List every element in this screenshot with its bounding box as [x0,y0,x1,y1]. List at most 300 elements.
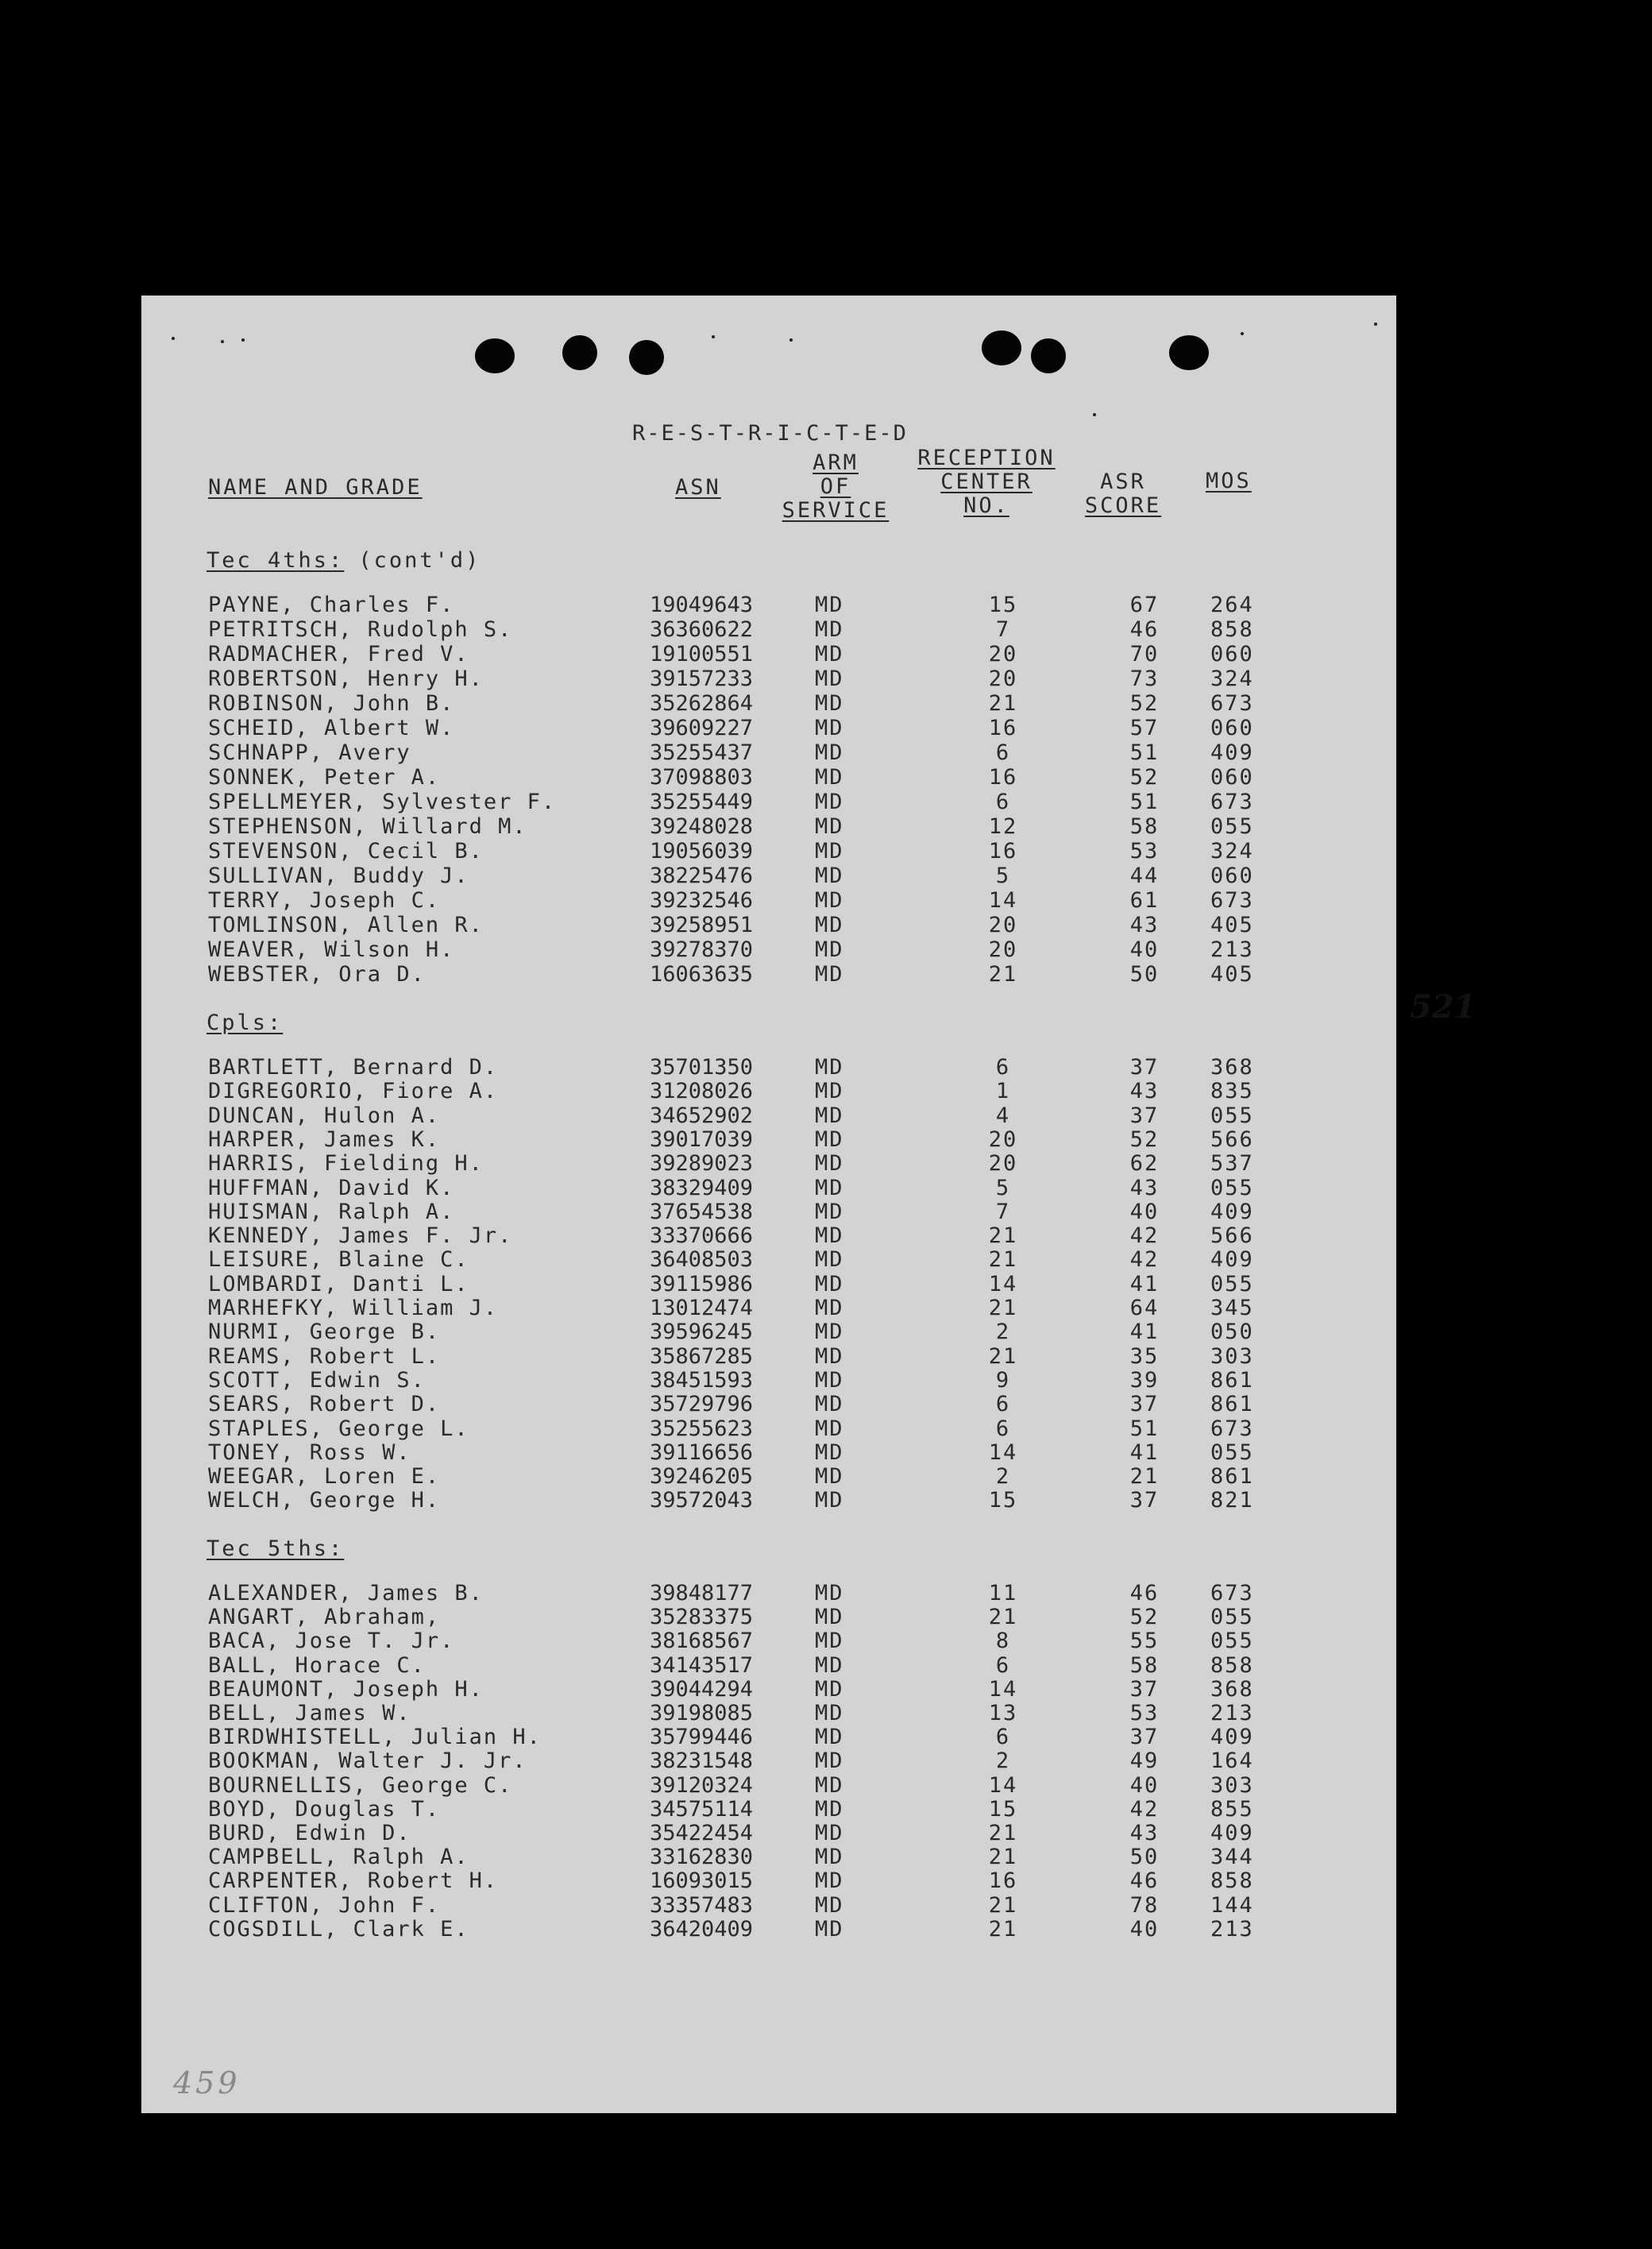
cell-name-and-grade: WEAVER, Wilson H. [208,937,455,962]
table-row [141,1653,1396,1678]
cell-asn: 39157233 [650,667,754,691]
speck [789,338,793,342]
cell-asn: 13012474 [650,1296,754,1320]
cell-asr-score: 62 [1129,1151,1160,1177]
table-row [141,937,1396,962]
cell-reception-center-no: 15 [988,1488,1018,1513]
cell-name-and-grade: SCHEID, Albert W. [208,716,455,740]
cell-reception-center-no: 20 [988,1151,1018,1177]
cell-asn: 39116656 [650,1439,754,1465]
cell-asn: 39198085 [650,1701,754,1725]
cell-asr-score: 52 [1129,1605,1160,1630]
header-center-line: CENTER [940,470,1032,494]
cell-reception-center-no: 15 [988,1796,1018,1822]
cell-asn: 37654538 [650,1199,754,1224]
table-row [141,642,1396,667]
cell-reception-center-no: 21 [988,1821,1018,1845]
cell-mos: 409 [1210,1199,1254,1224]
cell-mos: 060 [1210,642,1254,667]
folio-number: 459 [173,2065,241,2100]
cell-reception-center-no: 20 [988,1126,1018,1152]
table-row [141,1749,1396,1773]
cell-asn: 39289023 [650,1151,754,1177]
header-arm-line: ARM [812,450,859,475]
cell-arm-of-service: MD [815,1223,844,1249]
cell-asn: 31208026 [650,1079,754,1104]
cell-arm-of-service: MD [815,1367,844,1393]
table-row [141,691,1396,716]
cell-reception-center-no: 6 [995,740,1011,765]
cell-asn: 35262864 [650,691,754,716]
cell-reception-center-no: 6 [995,1392,1011,1417]
cell-reception-center-no: 14 [988,1271,1018,1296]
cell-asr-score: 40 [1129,1199,1160,1224]
header-service-line: SERVICE [782,498,890,523]
table-row [141,1079,1396,1103]
header-reception-line: RECEPTION [917,446,1056,470]
cell-asr-score: 58 [1129,1652,1160,1678]
cell-asn: 39848177 [650,1581,754,1606]
cell-mos: 055 [1210,1605,1254,1630]
cell-asn: 38231548 [650,1749,754,1774]
cell-asr-score: 35 [1129,1343,1160,1369]
cell-name-and-grade: BURD, Edwin D. [208,1821,411,1845]
cell-asr-score: 21 [1129,1464,1160,1490]
cell-asr-score: 73 [1129,667,1160,691]
cell-arm-of-service: MD [815,1055,844,1080]
cell-asr-score: 46 [1129,617,1160,642]
handwritten-page-number: 521 [1410,988,1476,1026]
cell-reception-center-no: 21 [988,962,1018,987]
table-row [141,1677,1396,1702]
table-row [141,740,1396,765]
cell-name-and-grade: SCOTT, Edwin S. [208,1367,426,1393]
cell-reception-center-no: 7 [995,1199,1011,1224]
cell-arm-of-service: MD [815,617,844,642]
cell-arm-of-service: MD [815,1772,844,1798]
cell-reception-center-no: 6 [995,1416,1011,1441]
table-row [141,1296,1396,1320]
table-row [141,1821,1396,1845]
cell-name-and-grade: KENNEDY, James F. Jr. [208,1223,513,1249]
cell-asn: 19049643 [650,593,754,617]
cell-asn: 39572043 [650,1488,754,1513]
speck [1241,332,1244,335]
speck [221,340,224,343]
table-row [141,1200,1396,1224]
cell-arm-of-service: MD [815,1868,844,1894]
section-heading [206,1536,344,1561]
cell-asr-score: 42 [1129,1796,1160,1822]
cell-asr-score: 42 [1129,1223,1160,1249]
cell-asr-score: 41 [1129,1271,1160,1296]
cell-asn: 34143517 [650,1652,754,1678]
speck [1374,323,1377,326]
cell-arm-of-service: MD [815,1296,844,1320]
cell-asr-score: 41 [1129,1439,1160,1465]
table-row [141,1701,1396,1725]
cell-asn: 35701350 [650,1055,754,1080]
cell-arm-of-service: MD [815,814,844,839]
cell-reception-center-no: 21 [988,1296,1018,1320]
table-row [141,1581,1396,1606]
cell-asr-score: 52 [1129,765,1160,790]
cell-name-and-grade: LOMBARDI, Danti L. [208,1271,469,1296]
cell-arm-of-service: MD [815,937,844,962]
cell-reception-center-no: 1 [995,1079,1011,1104]
table-row [141,864,1396,888]
cell-asr-score: 67 [1129,593,1160,617]
cell-reception-center-no: 2 [995,1464,1011,1490]
table-row [141,1320,1396,1344]
cell-mos: 164 [1210,1749,1254,1774]
cell-name-and-grade: CARPENTER, Robert H. [208,1868,499,1894]
cell-arm-of-service: MD [815,839,844,864]
table-row [141,814,1396,839]
cell-asn: 33162830 [650,1845,754,1870]
cell-asn: 19100551 [650,642,754,667]
cell-name-and-grade: ALEXANDER, James B. [208,1581,484,1606]
table-row [141,888,1396,913]
cell-name-and-grade: STAPLES, George L. [208,1416,469,1441]
cell-asn: 39596245 [650,1320,754,1345]
section-label: Cpls: [206,1011,284,1035]
cell-asn: 35255449 [650,790,754,814]
cell-asr-score: 41 [1129,1320,1160,1345]
document-page [141,296,1476,2113]
speck [712,335,715,338]
cell-mos: 861 [1210,1367,1254,1393]
cell-arm-of-service: MD [815,1892,844,1918]
cell-mos: 673 [1210,691,1254,716]
cell-asr-score: 40 [1129,1916,1160,1942]
cell-asn: 39246205 [650,1464,754,1490]
cell-reception-center-no: 6 [995,1725,1011,1750]
cell-asr-score: 55 [1129,1629,1160,1654]
cell-asn: 38168567 [650,1629,754,1654]
cell-name-and-grade: TOMLINSON, Allen R. [208,913,484,937]
cell-asr-score: 46 [1129,1868,1160,1894]
cell-asr-score: 64 [1129,1296,1160,1320]
cell-reception-center-no: 2 [995,1749,1011,1774]
cell-mos: 213 [1210,1701,1254,1725]
cell-reception-center-no: 13 [988,1701,1018,1725]
cell-name-and-grade: REAMS, Robert L. [208,1343,441,1369]
cell-arm-of-service: MD [815,1126,844,1152]
cell-asn: 38225476 [650,864,754,888]
cell-asr-score: 40 [1129,937,1160,962]
cell-name-and-grade: TERRY, Joseph C. [208,888,441,913]
cell-mos: 055 [1210,1629,1254,1654]
cell-mos: 835 [1210,1079,1254,1104]
cell-arm-of-service: MD [815,1821,844,1845]
cell-reception-center-no: 20 [988,667,1018,691]
cell-asr-score: 39 [1129,1367,1160,1393]
cell-name-and-grade: SPELLMEYER, Sylvester F. [208,790,557,814]
section-heading [206,548,481,573]
cell-asn: 35422454 [650,1821,754,1845]
cell-arm-of-service: MD [815,888,844,913]
table-row [141,1103,1396,1128]
cell-asr-score: 51 [1129,790,1160,814]
cell-asn: 39258951 [650,913,754,937]
cell-reception-center-no: 5 [995,864,1011,888]
cell-asr-score: 52 [1129,1126,1160,1152]
cell-arm-of-service: MD [815,1629,844,1654]
cell-arm-of-service: MD [815,1796,844,1822]
header-asn: ASN [675,475,721,500]
cell-name-and-grade: DUNCAN, Hulon A. [208,1103,441,1128]
cell-asn: 36420409 [650,1916,754,1942]
header-asr-line: ASR [1100,470,1146,494]
cell-reception-center-no: 12 [988,814,1018,839]
table-row [141,1416,1396,1441]
cell-arm-of-service: MD [815,642,844,667]
cell-asn: 16063635 [650,962,754,987]
cell-name-and-grade: BOYD, Douglas T. [208,1796,441,1822]
cell-asn: 38451593 [650,1367,754,1393]
table-row [141,1223,1396,1248]
cell-mos: 537 [1210,1151,1254,1177]
cell-name-and-grade: HARRIS, Fielding H. [208,1151,484,1177]
cell-name-and-grade: BIRDWHISTELL, Julian H. [208,1725,542,1750]
cell-asr-score: 43 [1129,913,1160,937]
header-no-line: NO. [963,493,1009,518]
cell-name-and-grade: HUFFMAN, David K. [208,1175,455,1200]
cell-name-and-grade: SCHNAPP, Avery [208,740,411,765]
cell-reception-center-no: 11 [988,1581,1018,1606]
cell-name-and-grade: BELL, James W. [208,1701,411,1725]
speck [1093,413,1096,416]
cell-mos: 858 [1210,1868,1254,1894]
cell-name-and-grade: ROBINSON, John B. [208,691,455,716]
table-row [141,1725,1396,1749]
cell-asn: 39278370 [650,937,754,962]
cell-reception-center-no: 21 [988,1892,1018,1918]
cell-arm-of-service: MD [815,1676,844,1702]
cell-reception-center-no: 21 [988,1247,1018,1273]
cell-mos: 368 [1210,1676,1254,1702]
cell-name-and-grade: ANGART, Abraham, [208,1605,441,1630]
cell-arm-of-service: MD [815,765,844,790]
cell-arm-of-service: MD [815,1247,844,1273]
cell-asn: 39017039 [650,1126,754,1152]
cell-arm-of-service: MD [815,1175,844,1200]
cell-mos: 345 [1210,1296,1254,1320]
cell-asr-score: 49 [1129,1749,1160,1774]
cell-reception-center-no: 5 [995,1175,1011,1200]
cell-mos: 324 [1210,839,1254,864]
cell-asr-score: 57 [1129,716,1160,740]
header-mos: MOS [1206,469,1252,493]
cell-name-and-grade: BOURNELLIS, George C. [208,1772,513,1798]
cell-arm-of-service: MD [815,1581,844,1606]
cell-reception-center-no: 20 [988,642,1018,667]
table-row [141,667,1396,691]
cell-arm-of-service: MD [815,864,844,888]
cell-asn: 39115986 [650,1271,754,1296]
section-label: Tec 4ths: [206,548,345,573]
cell-mos: 060 [1210,765,1254,790]
cell-reception-center-no: 21 [988,1343,1018,1369]
table-row [141,1605,1396,1629]
cell-asn: 37098803 [650,765,754,790]
cell-mos: 673 [1210,1416,1254,1441]
cell-arm-of-service: MD [815,1079,844,1104]
cell-reception-center-no: 16 [988,765,1018,790]
cell-arm-of-service: MD [815,1392,844,1417]
cell-name-and-grade: CLIFTON, John F. [208,1892,441,1918]
cell-name-and-grade: PETRITSCH, Rudolph S. [208,617,513,642]
cell-name-and-grade: CAMPBELL, Ralph A. [208,1845,469,1870]
cell-asn: 34575114 [650,1796,754,1822]
table-row [141,593,1396,617]
cell-asn: 39232546 [650,888,754,913]
cell-mos: 368 [1210,1055,1254,1080]
cell-asr-score: 70 [1129,642,1160,667]
cell-reception-center-no: 2 [995,1320,1011,1345]
cell-name-and-grade: TONEY, Ross W. [208,1439,411,1465]
cell-arm-of-service: MD [815,716,844,740]
table-row [141,765,1396,790]
cell-asn: 36408503 [650,1247,754,1273]
cell-mos: 055 [1210,814,1254,839]
cell-name-and-grade: BALL, Horace C. [208,1652,426,1678]
cell-mos: 858 [1210,1652,1254,1678]
speck [172,337,175,340]
table-row [141,1272,1396,1296]
cell-arm-of-service: MD [815,790,844,814]
table-row [141,1127,1396,1152]
classification-marking: R-E-S-T-R-I-C-T-E-D [632,421,908,446]
cell-arm-of-service: MD [815,1488,844,1513]
punch-hole [629,340,664,375]
cell-reception-center-no: 21 [988,1845,1018,1870]
cell-asr-score: 37 [1129,1725,1160,1750]
cell-reception-center-no: 21 [988,1223,1018,1249]
cell-mos: 673 [1210,888,1254,913]
section-label: Tec 5ths: [206,1536,345,1561]
cell-name-and-grade: COGSDILL, Clark E. [208,1916,469,1942]
punch-hole [475,338,515,373]
cell-asr-score: 37 [1129,1103,1160,1128]
cell-reception-center-no: 7 [995,617,1011,642]
cell-asn: 39248028 [650,814,754,839]
table-row [141,1629,1396,1653]
table-row [141,1392,1396,1416]
cell-mos: 144 [1210,1892,1254,1918]
cell-asr-score: 42 [1129,1247,1160,1273]
cell-reception-center-no: 20 [988,937,1018,962]
cell-arm-of-service: MD [815,740,844,765]
cell-arm-of-service: MD [815,1320,844,1345]
cell-name-and-grade: STEVENSON, Cecil B. [208,839,484,864]
cell-mos: 858 [1210,617,1254,642]
table-row [141,962,1396,987]
cell-arm-of-service: MD [815,1725,844,1750]
header-name-and-grade: NAME AND GRADE [208,475,423,500]
cell-asr-score: 43 [1129,1821,1160,1845]
table-row [141,1464,1396,1489]
cell-name-and-grade: BOOKMAN, Walter J. Jr. [208,1749,527,1774]
cell-asn: 35283375 [650,1605,754,1630]
cell-name-and-grade: WEBSTER, Ora D. [208,962,426,987]
header-asr-score [1085,470,1161,518]
cell-name-and-grade: DIGREGORIO, Fiore A. [208,1079,499,1104]
cell-reception-center-no: 6 [995,790,1011,814]
cell-arm-of-service: MD [815,1271,844,1296]
cell-asr-score: 51 [1129,1416,1160,1441]
table-row [141,716,1396,740]
table-row [141,1845,1396,1869]
table-row [141,1488,1396,1513]
cell-mos: 409 [1210,1821,1254,1845]
cell-name-and-grade: MARHEFKY, William J. [208,1296,499,1320]
cell-name-and-grade: STEPHENSON, Willard M. [208,814,527,839]
cell-reception-center-no: 14 [988,1439,1018,1465]
cell-arm-of-service: MD [815,1343,844,1369]
cell-reception-center-no: 14 [988,1676,1018,1702]
cell-asn: 38329409 [650,1175,754,1200]
cell-asr-score: 61 [1129,888,1160,913]
cell-asn: 35799446 [650,1725,754,1750]
cell-arm-of-service: MD [815,667,844,691]
cell-reception-center-no: 16 [988,839,1018,864]
cell-name-and-grade: PAYNE, Charles F. [208,593,455,617]
cell-arm-of-service: MD [815,1749,844,1774]
cell-name-and-grade: ROBERTSON, Henry H. [208,667,484,691]
cell-reception-center-no: 21 [988,1916,1018,1942]
cell-name-and-grade: BEAUMONT, Joseph H. [208,1676,484,1702]
cell-mos: 673 [1210,790,1254,814]
cell-reception-center-no: 16 [988,1868,1018,1894]
cell-arm-of-service: MD [815,1439,844,1465]
speck [241,338,245,342]
cell-mos: 566 [1210,1126,1254,1152]
cell-arm-of-service: MD [815,962,844,987]
cell-name-and-grade: LEISURE, Blaine C. [208,1247,469,1273]
cell-asn: 35867285 [650,1343,754,1369]
cell-name-and-grade: NURMI, George B. [208,1320,441,1345]
cell-arm-of-service: MD [815,691,844,716]
cell-mos: 324 [1210,667,1254,691]
cell-mos: 055 [1210,1439,1254,1465]
cell-arm-of-service: MD [815,1416,844,1441]
cell-mos: 303 [1210,1772,1254,1798]
cell-arm-of-service: MD [815,1916,844,1942]
table-row [141,913,1396,937]
cell-reception-center-no: 15 [988,593,1018,617]
punch-hole [562,335,597,370]
cell-asr-score: 50 [1129,1845,1160,1870]
table-row [141,617,1396,642]
punch-hole [982,330,1021,365]
cell-asr-score: 53 [1129,1701,1160,1725]
header-reception-center [917,446,1055,518]
cell-mos: 566 [1210,1223,1254,1249]
punch-hole [1031,338,1066,373]
cell-arm-of-service: MD [815,1151,844,1177]
table-row [141,790,1396,814]
cell-asr-score: 43 [1129,1079,1160,1104]
cell-mos: 213 [1210,937,1254,962]
cell-reception-center-no: 4 [995,1103,1011,1128]
cell-asr-score: 37 [1129,1055,1160,1080]
cell-mos: 264 [1210,593,1254,617]
cell-mos: 055 [1210,1271,1254,1296]
table-row [141,1176,1396,1200]
table-row [141,1368,1396,1393]
